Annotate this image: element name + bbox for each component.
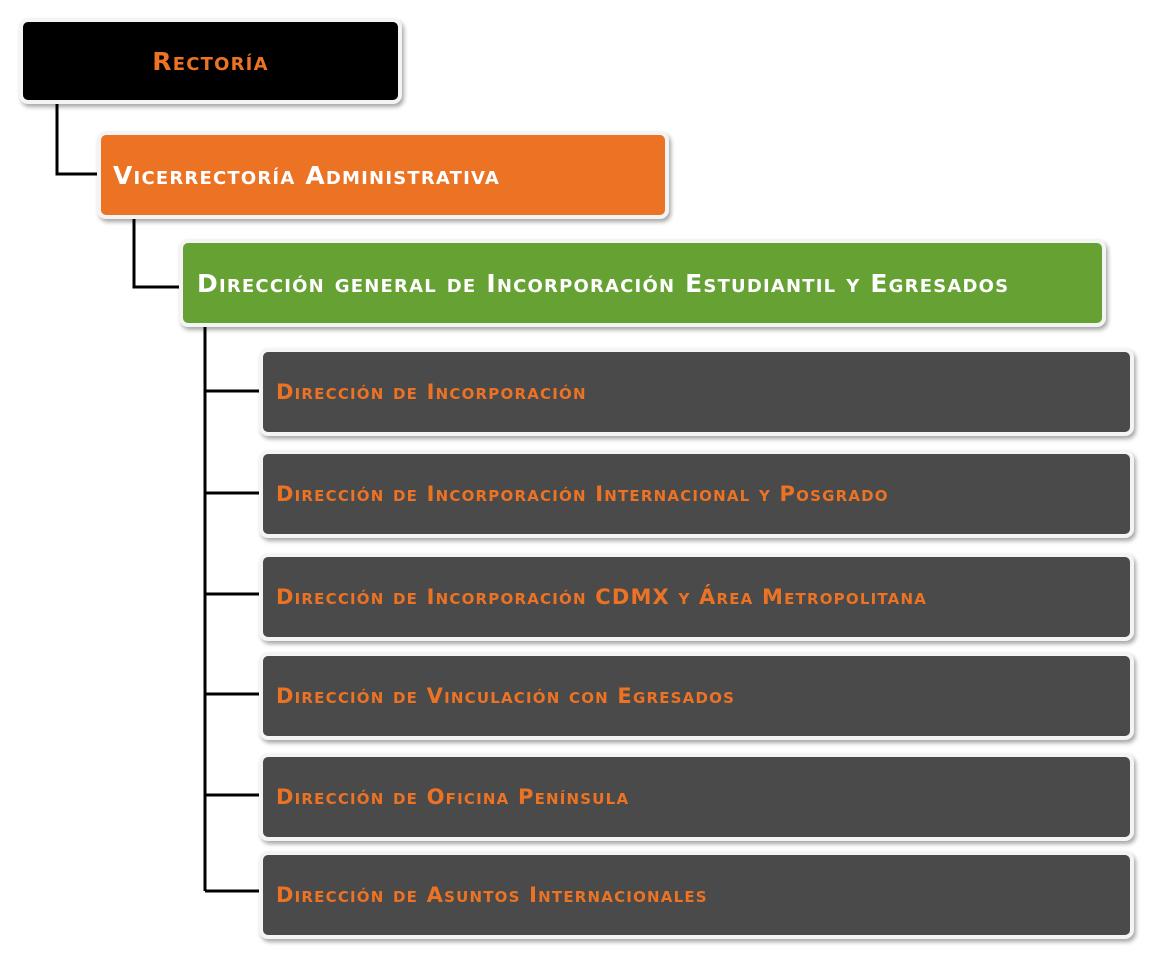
- node-direccion-label: Dirección de Vinculación con Egresados: [276, 684, 736, 708]
- node-direccion-general: [179, 239, 1106, 327]
- node-direccion-asuntos-internacionales: [259, 851, 1134, 939]
- node-rectoria: [19, 18, 402, 104]
- node-direccion-vinculacion-egresados: [259, 652, 1134, 740]
- node-vicerrectoria-label: Vicerrectoría Administrativa: [113, 160, 501, 190]
- node-direccion-label: Dirección de Asuntos Internacionales: [276, 883, 708, 907]
- node-direccion-incorporacion: [259, 348, 1134, 436]
- node-direccion-label: Dirección de Oficina Península: [276, 785, 630, 809]
- node-direccion-label: Dirección de Incorporación: [276, 380, 587, 404]
- node-rectoria-label: Rectoría: [152, 46, 269, 76]
- node-vicerrectoria-administrativa: [97, 131, 669, 219]
- node-direccion-internacional-posgrado: [259, 450, 1134, 538]
- node-direccion-cdmx: [259, 553, 1134, 641]
- connector-root-to-vice: [57, 104, 97, 174]
- connector-vice-to-general: [134, 219, 179, 287]
- node-direccion-oficina-peninsula: [259, 753, 1134, 841]
- node-direccion-label: Dirección de Incorporación Internacional y Posgrado: [276, 482, 889, 506]
- node-direccion-label: Dirección de Incorporación CDMX y Área Metropolitana: [276, 585, 928, 609]
- node-direccion-general-label: Dirección general de Incorporación Estudiantil y Egresados: [197, 268, 1010, 298]
